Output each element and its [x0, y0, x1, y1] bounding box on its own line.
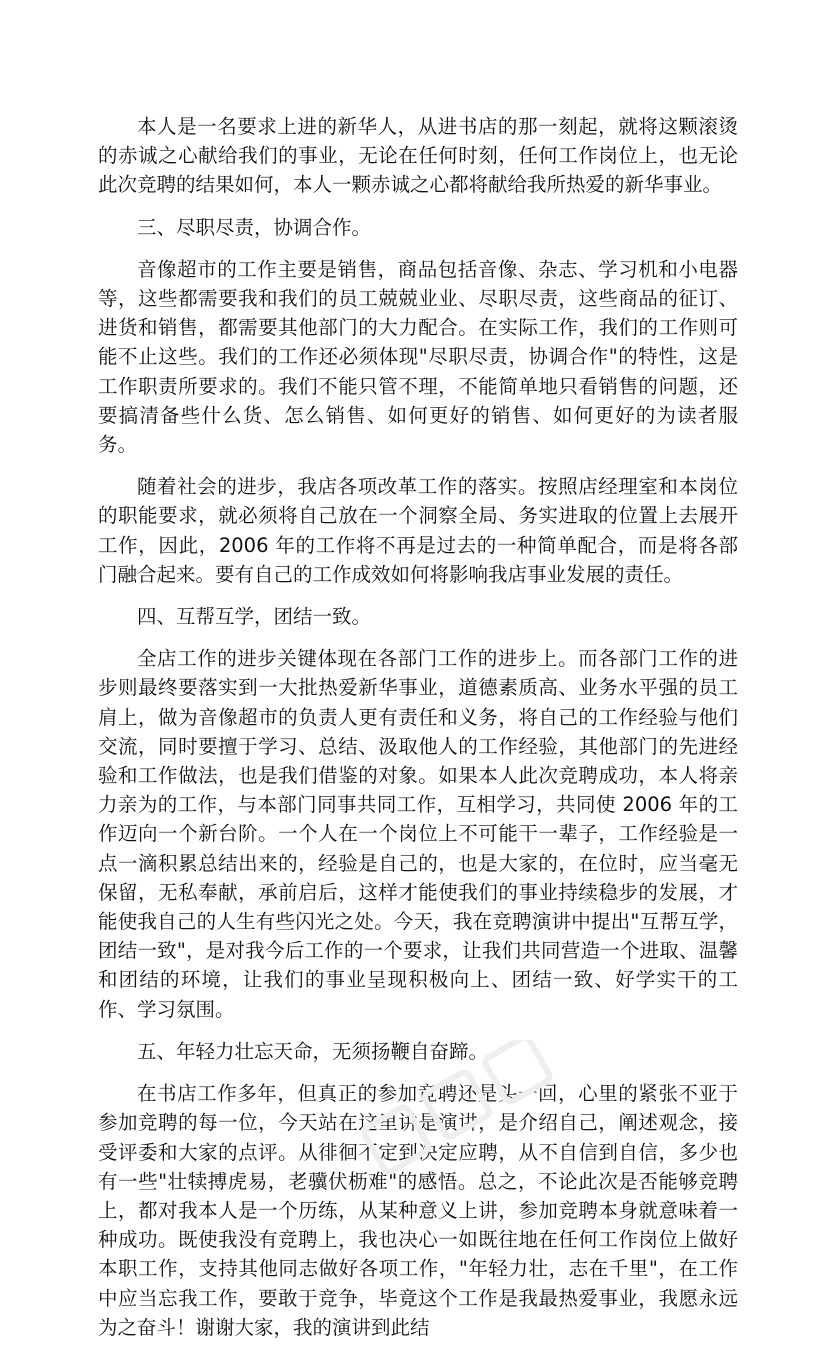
paragraph-section-3-a: 音像超市的工作主要是销售，商品包括音像、杂志、学习机和小电器等，这些都需要我和我们的员工兢兢业业、尽职尽责，这些商品的征订、进货和销售，都需要其他部门的大力配合。在实际工作，我们的工作则可能不止这些。我们的工作还必须体现"尽职尽责，协调合作"的特性，这是工作职责所要求的。我们不能只管不理，不能简单地只看销售的问题，还要搞清备些什么货、怎么销售、如何更好的销售、如何更好的为读者服务。 — [98, 257, 738, 457]
paragraph-intro: 本人是一名要求上进的新华人，从进书店的那一刻起，就将这颗滚烫的赤诚之心献给我们的事业，无论在任何时刻，任何工作岗位上，也无论此次竞聘的结果如何，本人一颗赤诚之心都将献给我所热爱的新华事业。 — [98, 115, 738, 197]
paragraph-section-5: 在书店工作多年，但真正的参加竞聘还是头一回，心里的紧张不亚于参加竞聘的每一位，今天站在这里讲是演讲，是介绍自己，阐述观念，接受评委和大家的点评。从徘徊不定到决定应聘，从不自信到自信，多少也有一些"壮犊搏虎易，老骥伏枥难"的感悟。总之，不论此次是否能够竞聘上，都对我本人是一个历练，从某种意义上讲，参加竞聘本身就意味着一种成功。既使我没有竞聘上，我也决心一如既往地在任何工作岗位上做好本职工作，支持其他同志做好各项工作，"年轻力壮，志在千里"，在工作中应当忘我工作，要敢于竞争，毕竟这个工作是我最热爱事业，我愿永远为之奋斗！谢谢大家，我的演讲到此结 — [98, 1082, 738, 1339]
paragraph-section-4: 全店工作的进步关键体现在各部门工作的进步上。而各部门工作的进步则最终要落实到一大批热爱新华事业，道德素质高、业务水平强的员工肩上，做为音像超市的负责人更有责任和义务，将自己的工作经验与他们交流，同时要擅于学习、总结、汲取他人的工作经验，其他部门的先进经验和工作做法，也是我们借鉴的对象。如果本人此次竞聘成功，本人将亲力亲为的工作，与本部门同事共同工作，互相学习，共同使 2006 年的工作迈向一个新台阶。一个人在一个岗位上不可能干一辈子，工作经验是一点一滴积累总结出来的，经验是自己的，也是大家的，在位时，应当毫无保留，无私奉献，承前启后，这样才能使我们的事业持续稳步的发展，才能使我自己的人生有些闪光之处。今天，我在竞聘演讲中提出"互帮互学，团结一致"，是对我今后工作的一个要求，让我们共同营造一个进取、温馨和团结的环境，让我们的事业呈现积极向上、团结一致、好学实干的工作、学习氛围。 — [98, 647, 738, 1021]
document-body — [98, 112, 738, 1355]
section-heading-4: 四、互帮互学，团结一致。 — [137, 605, 372, 629]
paragraph-section-3-b: 随着社会的进步，我店各项改革工作的落实。按照店经理室和本岗位的职能要求，就必须将自己放在一个洞察全局、务实进取的位置上去展开工作，因此，2006 年的工作将不再是过去的一种简单配合，而是将各部门融合起来。要有自己的工作成效如何将影响我店事业发展的责任。 — [98, 475, 738, 586]
section-heading-3: 三、尽职尽责，协调合作。 — [137, 215, 372, 239]
section-heading-5: 五、年轻力壮忘天命，无须扬鞭自奋蹄。 — [137, 1039, 489, 1063]
